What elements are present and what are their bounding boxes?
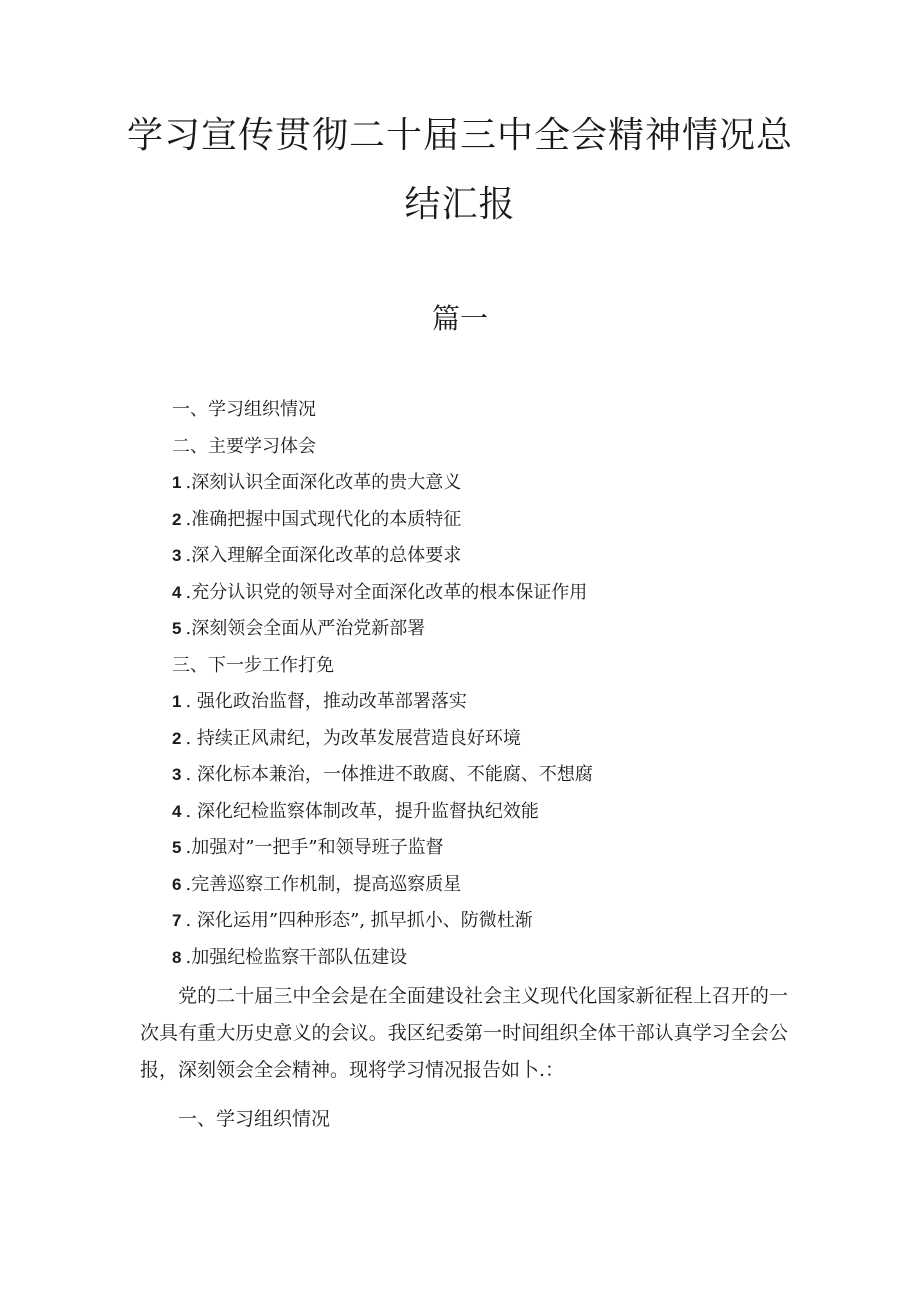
toc-item: 3 .深入理解全面深化改革的总体要求	[172, 545, 462, 566]
toc-item: 三、下一步工作打免	[172, 654, 334, 676]
toc-item: 2 .准确把握中国式现代化的本质特征	[172, 508, 462, 530]
toc-item: 4 .充分认识党的领导对全面深化改革的根本保证作用	[172, 581, 588, 603]
toc-item: 6 .完善巡察工作机制，提高巡察质星	[172, 873, 462, 895]
toc-item: 二、主要学习体会	[172, 435, 316, 457]
toc-item: 5 .深刻领会全面从严治党新部署	[172, 618, 426, 639]
toc-item: 1 .深刻认识全面深化改革的贵大意义	[172, 472, 462, 493]
toc-item: 2 . 持续正风肃纪，为改革发展营造良好环境	[172, 727, 521, 749]
table-of-contents	[172, 397, 812, 981]
toc-item: 1 . 强化政治监督，推动改革部署落实	[172, 691, 467, 712]
document-title-line-1: 学习宣传贯彻二十届三中全会精神情况总	[126, 115, 793, 156]
document-title-line-2: 结汇报	[404, 184, 516, 225]
sub-heading: 一、学习组织情况	[178, 1108, 331, 1130]
toc-item: 7 . 深化运用”四种形态”, 抓早抓小、防微杜渐	[172, 910, 533, 931]
section-label: 篇一	[431, 302, 488, 335]
toc-item: 3 . 深化标本兼治，一体推进不敢腐、不能腐、不想腐	[172, 764, 593, 785]
toc-item: 5 .加强对”一把手”和领导班子监督	[172, 837, 444, 858]
toc-item: 8 .加强纪检监察干部队伍建设	[172, 946, 408, 968]
body-paragraph: 党的二十届三中全会是在全面建设社会主义现代化国家新征程上召开的一次具有重大历史意义的会议。我区纪委第一时间组织全体干部认真学习全会公报，深刻领会全会精神。现将学习情况报告如卜.：	[140, 985, 788, 1081]
toc-item: 一、学习组织情况	[172, 399, 316, 420]
toc-item: 4 . 深化纪检监察体制改革，提升监督执纪效能	[172, 800, 539, 822]
